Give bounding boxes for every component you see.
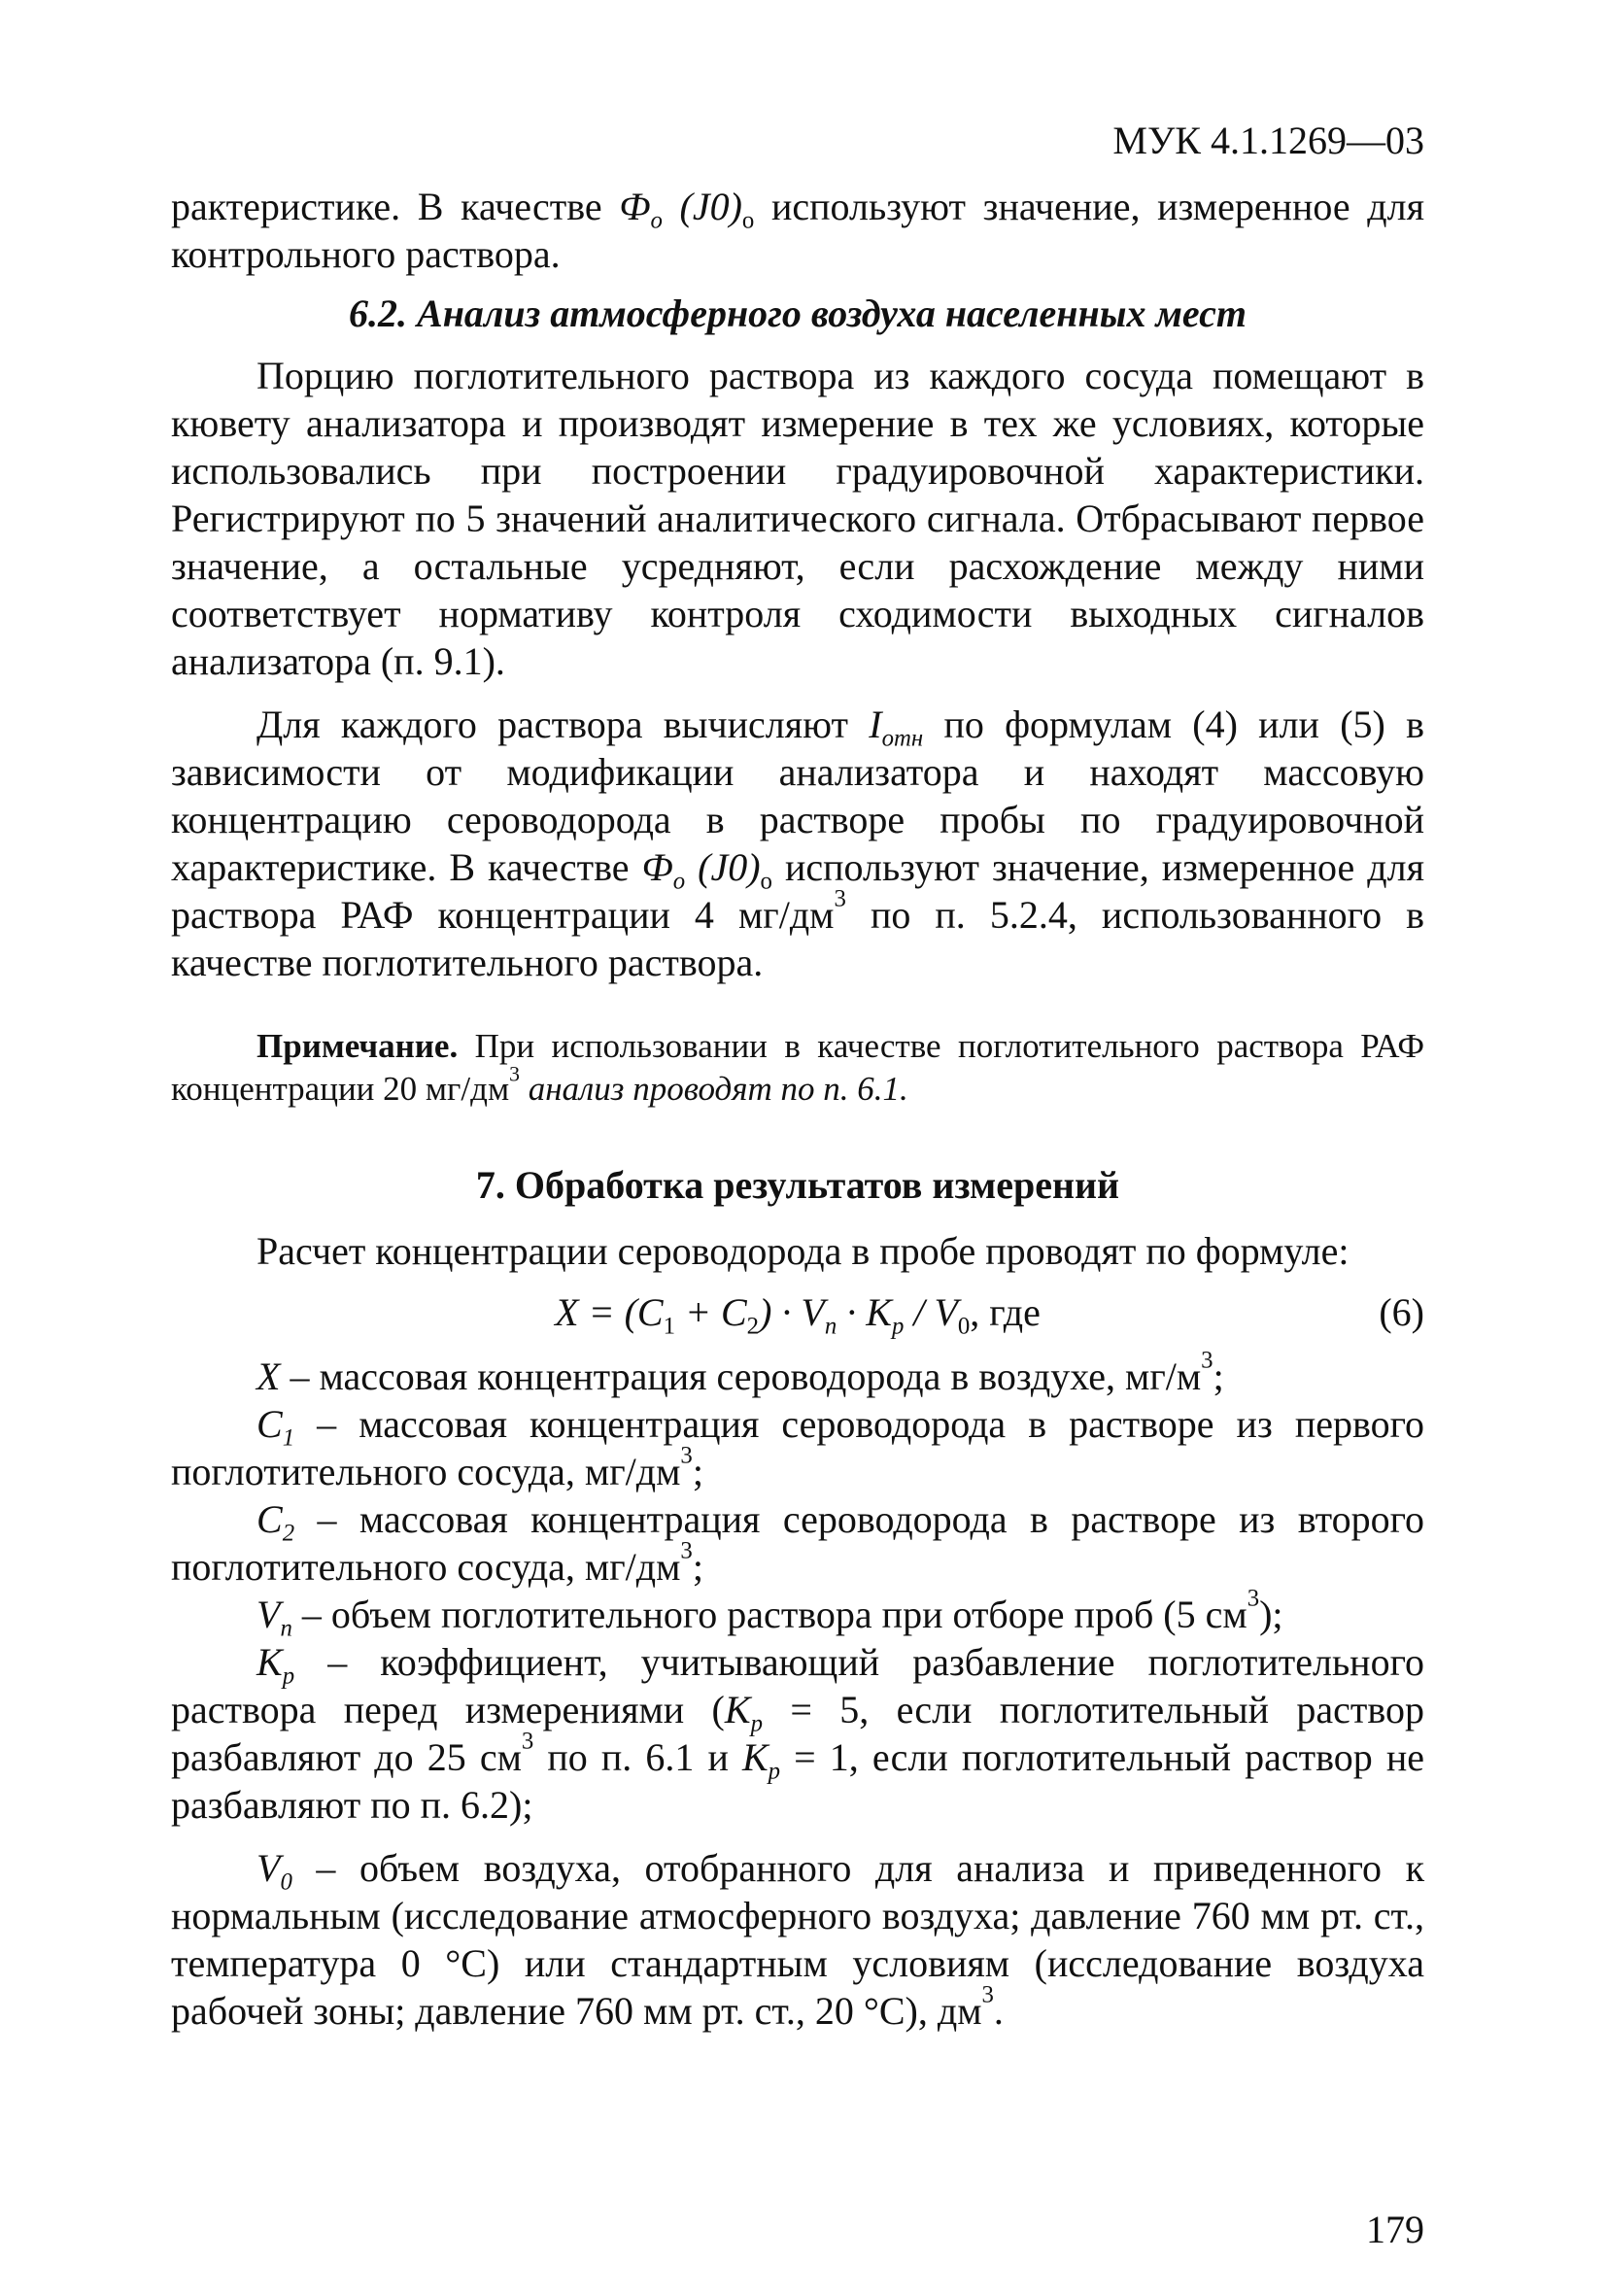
variable-symbol: V bbox=[256, 1593, 281, 1636]
definition-text: – коэффициент, учитывающий разбавление поглотительного раствора перед измерениями ( bbox=[171, 1640, 1424, 1731]
phi-symbol: Ф bbox=[619, 185, 651, 228]
variable-symbol: C bbox=[256, 1402, 283, 1446]
j0-symbol: (J0) bbox=[662, 185, 742, 228]
variable-subscript: p bbox=[282, 1662, 295, 1690]
formula-subscript: 0 bbox=[957, 1313, 971, 1340]
formula-part: + C bbox=[675, 1290, 747, 1334]
formula-part: · K bbox=[837, 1290, 892, 1334]
cube-superscript: 3 bbox=[521, 1728, 534, 1755]
formula-subscript: p bbox=[891, 1313, 905, 1340]
definition-end: ; bbox=[692, 1545, 703, 1589]
formula-subscript: 1 bbox=[663, 1313, 675, 1340]
definition-end: ); bbox=[1259, 1593, 1283, 1636]
phi-subscript: о bbox=[650, 207, 663, 234]
formula-part: / V bbox=[904, 1290, 958, 1334]
formula-row bbox=[171, 1285, 1424, 1341]
i-rel-subscript: отн bbox=[881, 725, 924, 752]
formula-subscript: 2 bbox=[746, 1313, 760, 1340]
equation-number: (6) bbox=[1379, 1290, 1424, 1334]
cube-superscript: 3 bbox=[1247, 1585, 1260, 1612]
phi-subscript: о bbox=[672, 868, 686, 895]
document-page bbox=[171, 117, 1424, 2254]
definition-x bbox=[171, 1347, 1424, 1400]
formula-6 bbox=[171, 1285, 1424, 1341]
variable-symbol: V bbox=[256, 1846, 281, 1890]
variable-subscript: 2 bbox=[282, 1520, 295, 1547]
variable-subscript: 1 bbox=[282, 1424, 295, 1452]
note-block bbox=[171, 1025, 1424, 1111]
cube-superscript: 3 bbox=[680, 1537, 693, 1564]
formula-tail: , где bbox=[970, 1290, 1041, 1334]
definition-v0 bbox=[171, 1844, 1424, 2035]
note-label: Примечание. bbox=[256, 1027, 459, 1065]
definition-text: – массовая концентрация сероводорода в растворе из первого поглотительного сосуда, мг/дм bbox=[171, 1402, 1424, 1493]
text-run: по п. 5.2.4, использованного в качестве поглотительного раствора. bbox=[171, 893, 1425, 984]
definition-end: ; bbox=[692, 1450, 703, 1493]
variable-symbol: K bbox=[741, 1735, 769, 1779]
text-run: используют значение, измеренное для контрольного раствора. bbox=[171, 185, 1424, 276]
definition-end: ; bbox=[1213, 1354, 1224, 1398]
j0-subscript: о bbox=[741, 207, 755, 234]
note-text: При использовании в качестве поглотительного раствора РАФ концентрации 20 мг/дм bbox=[171, 1027, 1424, 1108]
variable-subscript: n bbox=[280, 1615, 292, 1642]
note-text-italic: анализ проводят по п. 6.1. bbox=[519, 1070, 908, 1108]
definition-text: – массовая концентрация сероводорода в воздухе, мг/м bbox=[280, 1354, 1202, 1398]
formula-part: X = (C bbox=[555, 1290, 664, 1334]
formula-part: ) · V bbox=[759, 1290, 825, 1334]
each-solution-paragraph bbox=[171, 701, 1424, 986]
definition-text: = 5, если поглотительный раствор разбавляют до 25 см bbox=[171, 1688, 1424, 1779]
variable-symbol: K bbox=[724, 1688, 751, 1731]
cube-superscript: 3 bbox=[981, 1981, 994, 2008]
cube-superscript: 3 bbox=[834, 885, 846, 912]
variable-symbol: C bbox=[256, 1497, 283, 1541]
definition-kp bbox=[171, 1638, 1424, 1829]
cube-superscript: 3 bbox=[1201, 1347, 1213, 1374]
cube-superscript: 3 bbox=[680, 1442, 693, 1469]
section-heading-7: 7. Обработка результатов измерений bbox=[475, 1163, 1120, 1207]
j0-subscript: о bbox=[760, 868, 772, 895]
text-run: рактеристике. В качестве bbox=[171, 185, 620, 228]
text-run: по формулам (4) или (5) в зависимости от модификации анализатора и находят массовую концентрацию сероводорода в растворе пробы по градуировочной характеристике. В качестве bbox=[171, 703, 1425, 889]
text-run: Для каждого раствора вычисляют bbox=[256, 703, 870, 746]
definition-c1 bbox=[171, 1400, 1424, 1495]
definition-text: по п. 6.1 и bbox=[533, 1735, 742, 1779]
phi-symbol: Ф bbox=[641, 845, 673, 889]
variable-subscript: p bbox=[750, 1710, 763, 1737]
text-run: используют значение, измеренное для раствора РАФ концентрации 4 мг/дм bbox=[171, 845, 1425, 937]
section-heading-6-2: 6.2. Анализ атмосферного воздуха населенных мест bbox=[349, 291, 1247, 335]
definition-text: – объем поглотительного раствора при отборе проб (5 см bbox=[291, 1593, 1247, 1636]
j0-symbol: (J0) bbox=[685, 845, 761, 889]
definition-end: . bbox=[993, 1989, 1004, 2033]
variable-subscript: p bbox=[768, 1758, 781, 1785]
definition-c2 bbox=[171, 1495, 1424, 1591]
calc-paragraph: Расчет концентрации сероводорода в пробе проводят по формуле: bbox=[256, 1229, 1350, 1273]
definition-text: – объем воздуха, отобранного для анализа и приведенного к нормальным (исследование атмосферного воздуха; давление 760 мм рт. ст., температура 0 °С) или стандартным условиям (исследование воздуха рабочей зоны; давление 760 мм рт. ст., 20 °С), дм bbox=[171, 1846, 1424, 2033]
variable-subscript: 0 bbox=[280, 1868, 292, 1896]
variable-symbol: K bbox=[256, 1640, 283, 1684]
formula-subscript: n bbox=[824, 1313, 837, 1340]
portion-paragraph: Порцию поглотительного раствора из каждого сосуда помещают в кювету анализатора и производят измерение в тех же условиях, которые использовались при построении градуировочной характеристики. Регистрируют по 5 значений аналитического сигнала. Отбрасывают первое значение, а остальные усредняют, если расхождение между ними соответствует нормативу контроля сходимости выходных сигналов анализатора (п. 9.1). bbox=[171, 354, 1424, 683]
cube-superscript: 3 bbox=[509, 1062, 520, 1086]
continuation-paragraph bbox=[171, 183, 1424, 278]
definition-vn bbox=[171, 1585, 1424, 1642]
variable-symbol: X bbox=[256, 1354, 281, 1398]
page-number: 179 bbox=[1366, 2208, 1424, 2251]
i-rel-symbol: I bbox=[869, 703, 882, 746]
definition-text: = 1, если поглотительный раствор не разбавляют по п. 6.2); bbox=[171, 1735, 1425, 1827]
definition-text: – массовая концентрация сероводорода в растворе из второго поглотительного сосуда, мг/дм bbox=[171, 1497, 1424, 1589]
document-code-header: МУК 4.1.1269—03 bbox=[1112, 119, 1424, 162]
